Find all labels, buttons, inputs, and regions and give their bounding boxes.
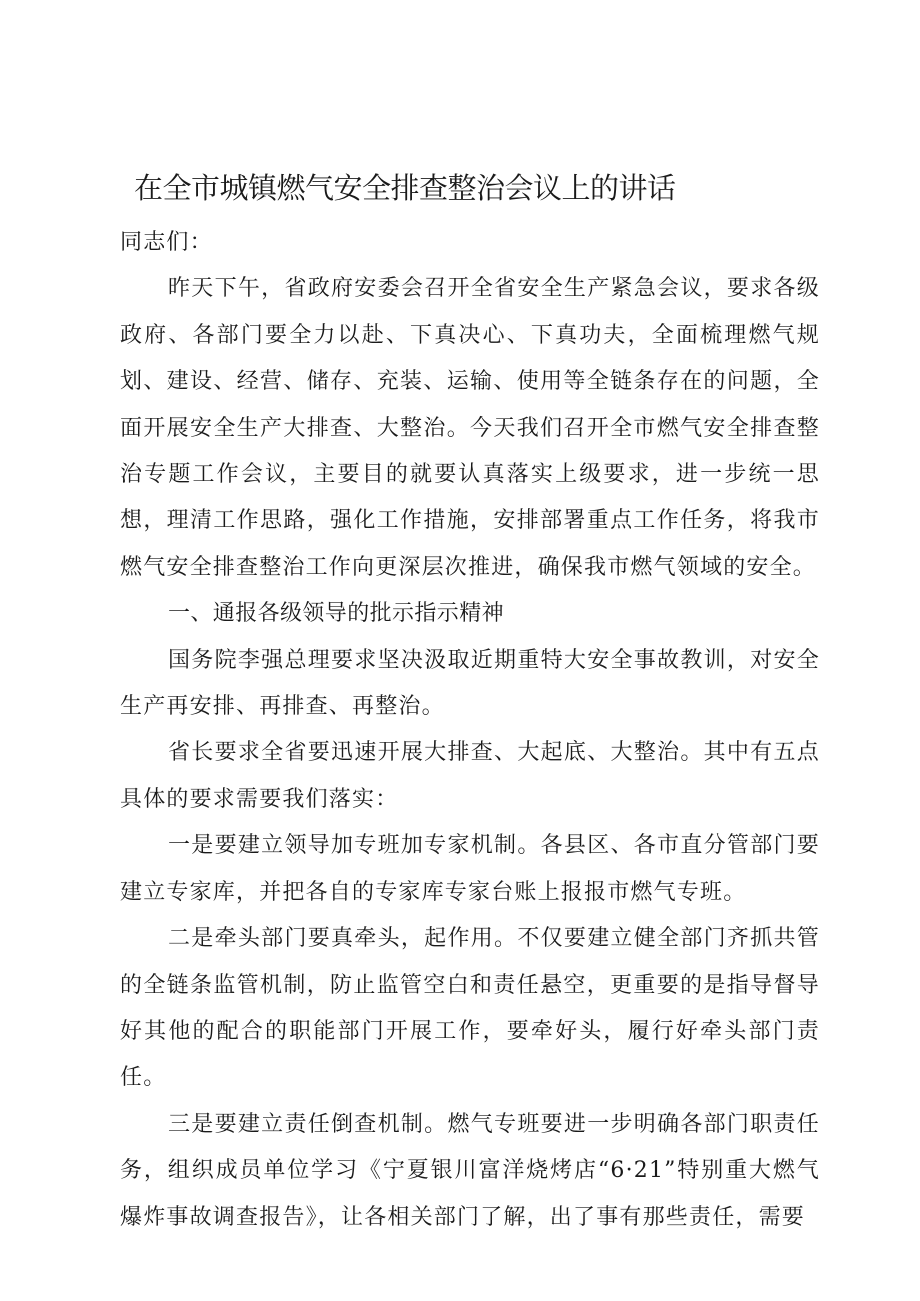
paragraph-point-3: 三是要建立责任倒查机制。燃气专班要进一步明确各部门职责任务，组织成员单位学习《宁夏银川富洋烧烤店“6·21”特别重大燃气爆炸事故调查报告》，让各相关部门了解，出了事有那些责任，需要 xyxy=(120,1111,820,1230)
salutation: 同志们： xyxy=(120,230,213,255)
paragraph-intro: 昨天下午，省政府安委会召开全省安全生产紧急会议，要求各级政府、各部门要全力以赴、下真决心、下真功夫，全面梳理燃气规划、建设、经营、储存、充装、运输、使用等全链条存在的问题，全面开展安全生产大排查、大整治。今天我们召开全市燃气安全排查整治专题工作会议，主要目的就要认真落实上级要求，进一步统一思想，理清工作思路，强化工作措施，安排部署重点工作任务，将我市燃气安全排查整治工作向更深层次推进，确保我市燃气领域的安全。 xyxy=(120,276,820,580)
section-heading-1: 一、通报各级领导的批示指示精神 xyxy=(168,601,505,627)
paragraph-premier: 国务院李强总理要求坚决汲取近期重特大安全事故教训，对安全生产再安排、再排查、再整治。 xyxy=(120,647,820,720)
paragraph-point-2: 二是牵头部门要真牵头，起作用。不仅要建立健全部门齐抓共管的全链条监管机制，防止监管空白和责任悬空，更重要的是指导督导好其他的配合的职能部门开展工作，要牵好头，履行好牵头部门责任。 xyxy=(120,926,820,1091)
document-title: 在全市城镇燃气安全排查整治会议上的讲话 xyxy=(134,171,676,205)
paragraph-governor: 省长要求全省要迅速开展大排查、大起底、大整治。其中有五点具体的要求需要我们落实： xyxy=(120,740,820,812)
paragraph-point-1: 一是要建立领导加专班加专家机制。各县区、各市直分管部门要建立专家库，并把各自的专家库专家台账上报报市燃气专班。 xyxy=(120,833,820,905)
document-body xyxy=(120,220,820,1241)
